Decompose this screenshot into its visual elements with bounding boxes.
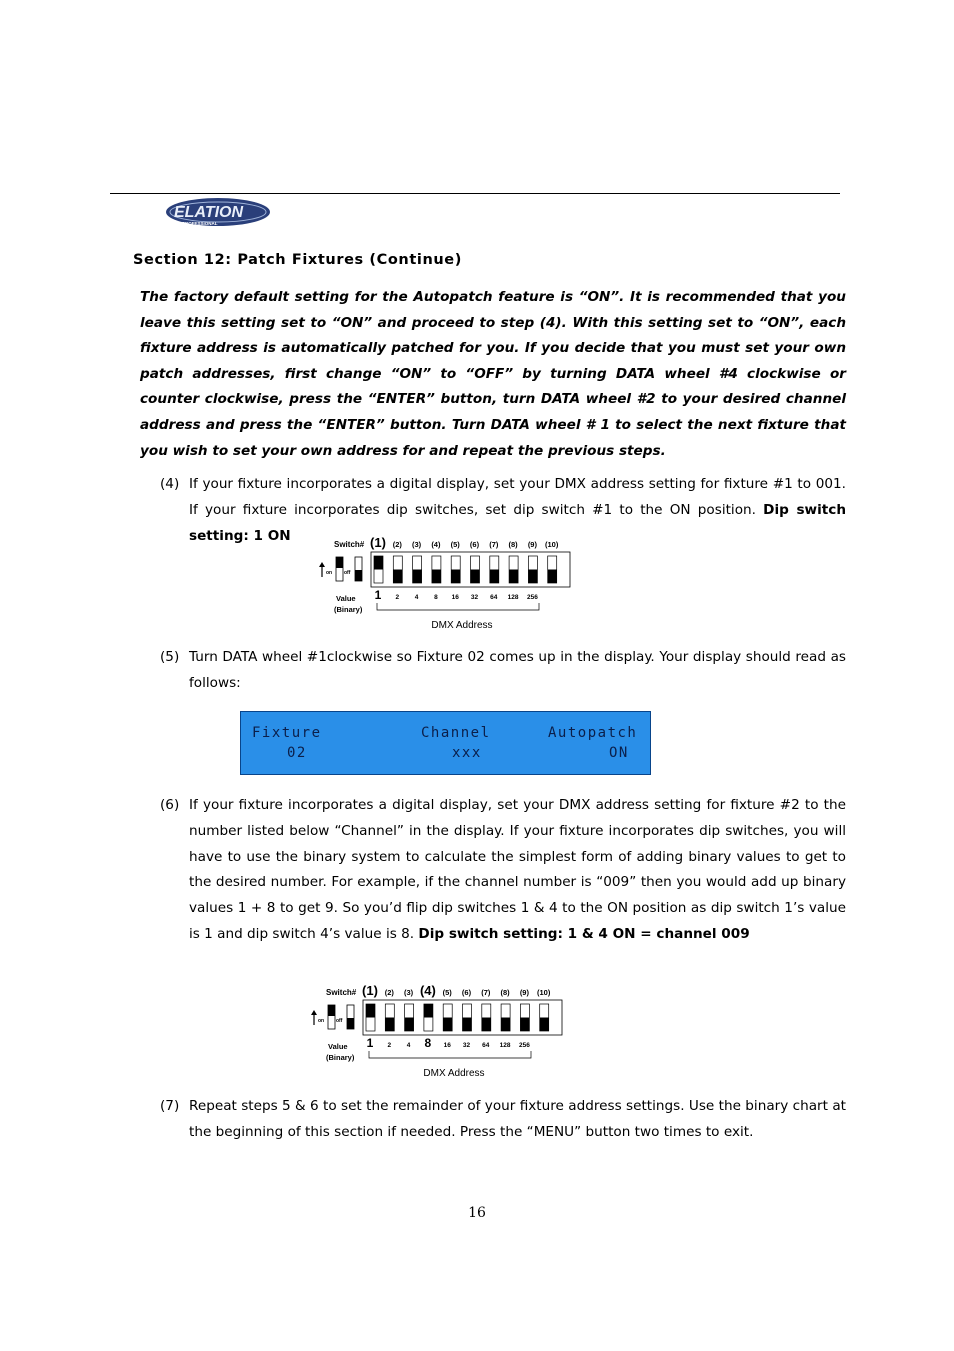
binary-value-1: 1 bbox=[374, 588, 382, 602]
dip-switch-knob-5 bbox=[443, 1018, 452, 1032]
binary-label: (Binary) bbox=[326, 1053, 355, 1062]
legend-switch-off-knob bbox=[347, 1018, 354, 1029]
lcd-channel-value: xxx bbox=[452, 745, 482, 761]
binary-value-1: 1 bbox=[366, 1036, 374, 1050]
switch-number-9: (9) bbox=[527, 540, 537, 549]
switch-number-10: (10) bbox=[537, 988, 551, 997]
step-7 bbox=[160, 1094, 846, 1146]
dip-switch-knob-8 bbox=[509, 570, 518, 584]
dip-switch-knob-2 bbox=[393, 570, 402, 584]
switch-number-5: (5) bbox=[442, 988, 452, 997]
lcd-display bbox=[240, 711, 651, 775]
step-number: (6) bbox=[160, 797, 180, 813]
binary-value-16: 16 bbox=[451, 594, 459, 601]
binary-value-4: 4 bbox=[414, 594, 419, 601]
binary-value-128: 128 bbox=[499, 1042, 511, 1049]
dip-switch-knob-4 bbox=[424, 1004, 433, 1018]
lcd-autopatch-value: ON bbox=[609, 745, 629, 761]
dip-switch-knob-10 bbox=[548, 570, 557, 584]
binary-value-8: 8 bbox=[424, 1036, 432, 1050]
binary-value-128: 128 bbox=[507, 594, 519, 601]
step-number: (7) bbox=[160, 1098, 180, 1114]
step-number: (4) bbox=[160, 476, 180, 492]
dip-switch-knob-10 bbox=[540, 1018, 549, 1032]
binary-value-256: 256 bbox=[518, 1042, 530, 1049]
switch-number-7: (7) bbox=[481, 988, 491, 997]
step-text: Turn DATA wheel #1clockwise so Fixture 02 comes up in the display. Your display should read as follows: bbox=[189, 649, 846, 691]
dip-switch-knob-7 bbox=[490, 570, 499, 584]
binary-value-16: 16 bbox=[443, 1042, 451, 1049]
dip-switch-knob-3 bbox=[413, 570, 422, 584]
logo-text: ELATION bbox=[174, 204, 244, 221]
binary-label: (Binary) bbox=[334, 605, 363, 614]
intro-paragraph: The factory default setting for the Autopatch feature is “ON”. It is recommended that you leave this setting set to “ON” and proceed to step (4). With this setting set to “ON”, each fixture address is automatically patched for you. If you decide that you must set your own patch addresses, first change “ON” to “OFF” by turning DATA wheel #4 clockwise or counter clockwise, press the “ENTER” button, turn DATA wheel #2 to your desired channel address and press the “ENTER” button. Turn DATA wheel # 1 to select the next fixture that you wish to set your own address for and repeat the previous steps. bbox=[140, 289, 846, 459]
lcd-fixture-label: Fixture bbox=[252, 725, 322, 741]
binary-value-8: 8 bbox=[434, 594, 438, 601]
lcd-channel-label: Channel bbox=[421, 725, 491, 741]
dip-switch-knob-1 bbox=[374, 556, 383, 570]
on-label: on bbox=[326, 570, 333, 576]
dmx-address-label: DMX Address bbox=[431, 620, 493, 631]
dip-switch-knob-2 bbox=[385, 1018, 394, 1032]
step-text: Repeat steps 5 & 6 to set the remainder of your fixture address settings. Use the binary chart at the beginning of this section if needed. Press the “MENU” button two times to exit. bbox=[189, 1098, 846, 1140]
dip-switch-knob-7 bbox=[482, 1018, 491, 1032]
lcd-fixture-value: 02 bbox=[287, 745, 307, 761]
switch-number-8: (8) bbox=[508, 540, 518, 549]
switch-number-7: (7) bbox=[489, 540, 499, 549]
switch-number-4: (4) bbox=[431, 540, 441, 549]
switch-number-9: (9) bbox=[519, 988, 529, 997]
dip-switch-knob-4 bbox=[432, 570, 441, 584]
switch-number-1: (1) bbox=[370, 535, 386, 550]
address-bracket bbox=[369, 1051, 531, 1058]
switch-number-5: (5) bbox=[450, 540, 460, 549]
elation-logo bbox=[160, 194, 272, 232]
step-bold: Dip switch setting: 1 & 4 ON = channel 009 bbox=[418, 925, 750, 942]
step-6 bbox=[160, 793, 846, 948]
switch-number-2: (2) bbox=[384, 988, 394, 997]
switch-label: Switch# bbox=[326, 988, 357, 997]
binary-value-4: 4 bbox=[406, 1042, 411, 1049]
section-title: Section 12: Patch Fixtures (Continue) bbox=[133, 252, 462, 268]
switch-number-1: (1) bbox=[362, 983, 378, 998]
step-text: If your fixture incorporates a digital display, set your DMX address setting for fixture #2 to the number listed below “Channel” in the display. If your fixture incorporates dip switches, you will have to use the binary system to calculate the simplest form of adding binary values to get to the desired number. For example, if the channel number is “009” then you would add up binary values 1 + 8 to get 9. So you’d flip dip switches 1 & 4 to the ON position as dip switch 1’s value is 1 and dip switch 4’s value is 8. bbox=[189, 797, 846, 942]
dmx-address-label: DMX Address bbox=[423, 1068, 485, 1079]
binary-value-64: 64 bbox=[490, 594, 498, 601]
dip-switch-knob-6 bbox=[463, 1018, 472, 1032]
off-label: off bbox=[336, 1018, 343, 1024]
page-number: 16 bbox=[468, 1205, 486, 1221]
legend-switch-on-knob bbox=[328, 1005, 335, 1016]
dip-switch-knob-1 bbox=[366, 1004, 375, 1018]
switch-number-6: (6) bbox=[469, 540, 480, 549]
switch-number-8: (8) bbox=[500, 988, 510, 997]
dip-switch-knob-9 bbox=[520, 1018, 529, 1032]
binary-value-2: 2 bbox=[395, 594, 400, 601]
binary-value-32: 32 bbox=[470, 594, 479, 601]
on-label: on bbox=[318, 1018, 325, 1024]
switch-number-2: (2) bbox=[392, 540, 402, 549]
switch-label: Switch# bbox=[334, 540, 365, 549]
dip-switch-knob-9 bbox=[528, 570, 537, 584]
legend-switch-off-knob bbox=[355, 570, 362, 581]
value-label: Value bbox=[328, 1042, 348, 1051]
binary-value-32: 32 bbox=[462, 1042, 471, 1049]
switch-number-10: (10) bbox=[545, 540, 559, 549]
dip-switch-knob-3 bbox=[405, 1018, 414, 1032]
arrow-head-icon bbox=[311, 1010, 317, 1015]
switch-number-6: (6) bbox=[461, 988, 472, 997]
binary-value-2: 2 bbox=[387, 1042, 392, 1049]
step-5 bbox=[160, 645, 846, 697]
binary-value-256: 256 bbox=[526, 594, 538, 601]
step-bold: Dip switch setting: 1 ON bbox=[189, 501, 846, 544]
dip-switch-knob-5 bbox=[451, 570, 460, 584]
dip-switch-knob-6 bbox=[471, 570, 480, 584]
arrow-head-icon bbox=[319, 562, 325, 567]
address-bracket bbox=[377, 603, 539, 610]
binary-value-64: 64 bbox=[482, 1042, 490, 1049]
dip-switch-diagram-1 bbox=[318, 534, 578, 634]
switch-number-4: (4) bbox=[419, 983, 436, 998]
switch-number-3: (3) bbox=[412, 540, 422, 549]
legend-switch-on-knob bbox=[336, 557, 343, 568]
dip-switch-knob-8 bbox=[501, 1018, 510, 1032]
value-label: Value bbox=[336, 594, 356, 603]
off-label: off bbox=[344, 570, 351, 576]
step-number: (5) bbox=[160, 649, 180, 665]
switch-number-3: (3) bbox=[404, 988, 414, 997]
step-text: If your fixture incorporates a digital display, set your DMX address setting for fixture #1 to 001. If your fixture incorporates dip switches, set dip switch #1 to the ON position. bbox=[189, 476, 846, 518]
dip-switch-diagram-2 bbox=[310, 982, 570, 1082]
logo-subtext: PROFESSIONAL bbox=[182, 221, 218, 226]
lcd-autopatch-label: Autopatch bbox=[548, 725, 638, 741]
